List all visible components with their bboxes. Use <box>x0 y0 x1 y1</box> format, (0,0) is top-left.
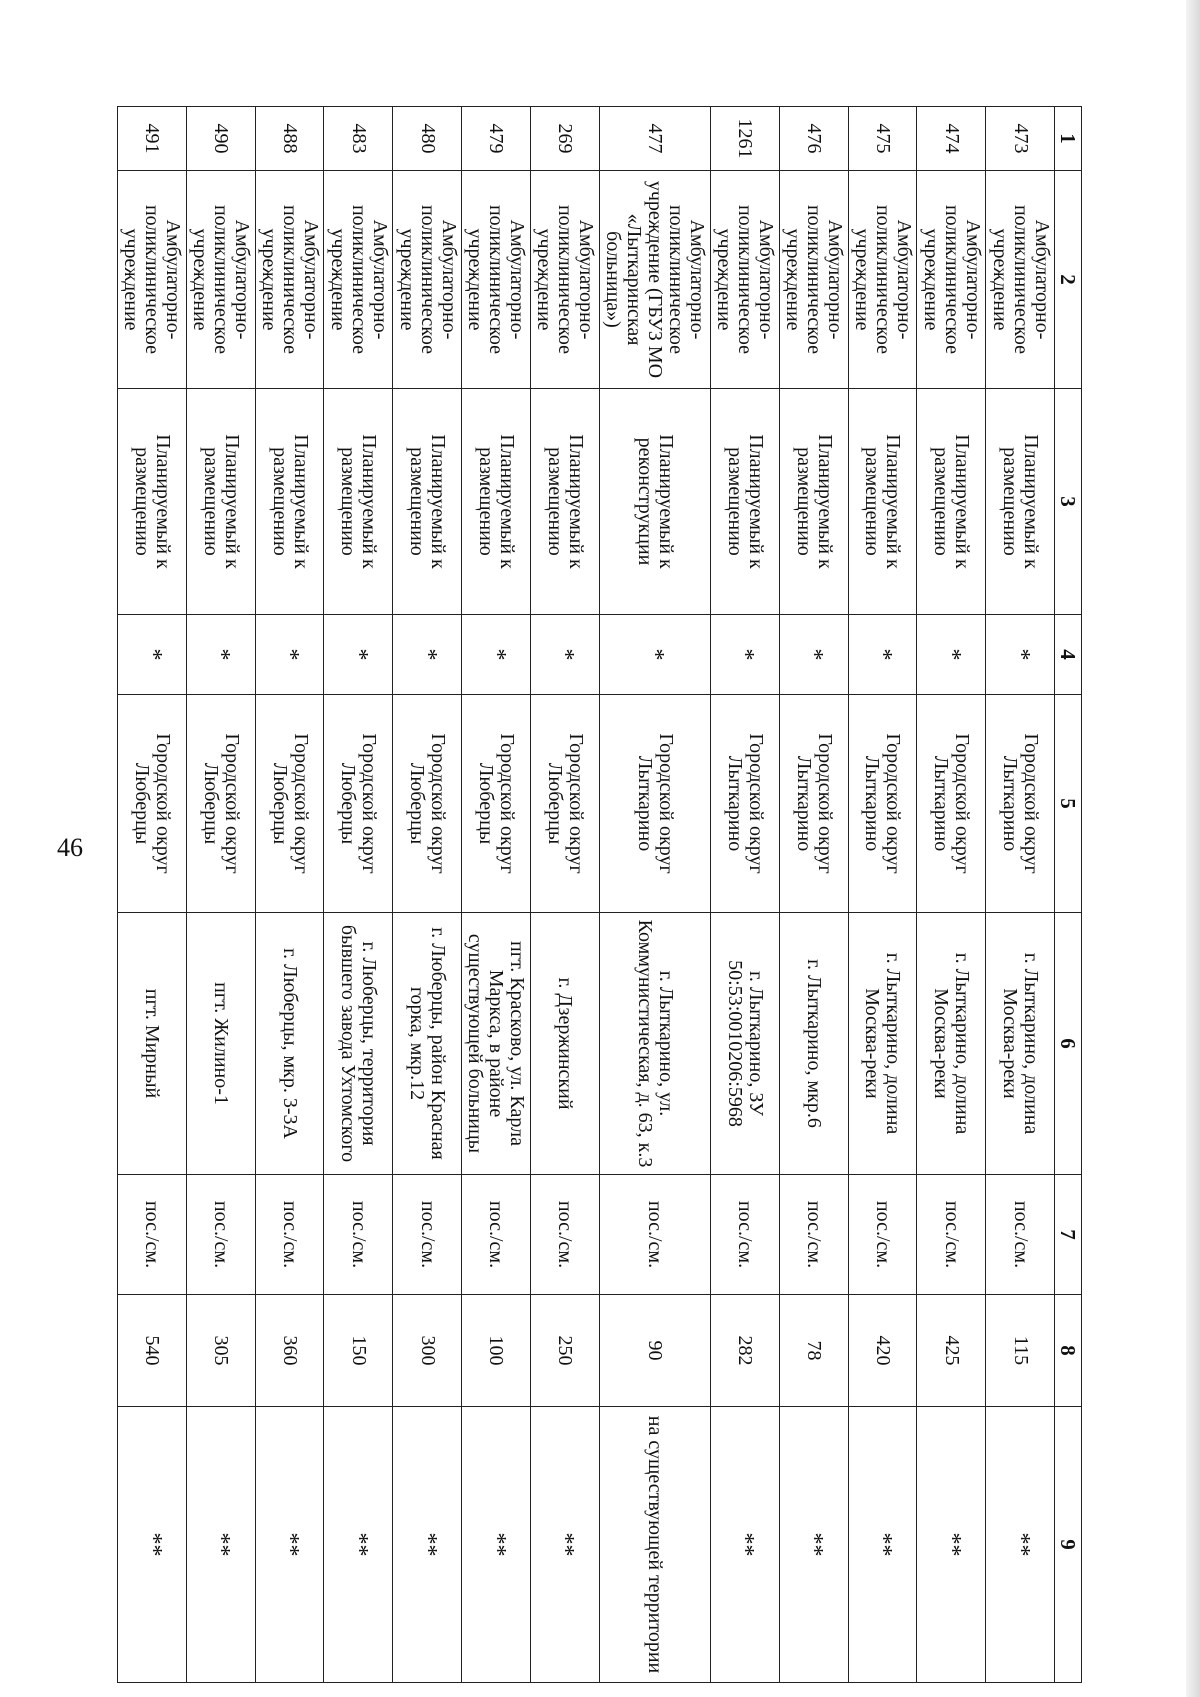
table-row <box>530 107 599 1683</box>
cell-district: Городской округ Люберцы <box>393 695 462 913</box>
cell-unit: пос./см. <box>530 1175 599 1295</box>
cell-type: Амбулаторно-поликлиническое учреждение <box>986 171 1055 389</box>
cell-type: Амбулаторно-поликлиническое учреждение <box>530 171 599 389</box>
cell-col9: ** <box>324 1407 393 1683</box>
cell-status: Планируемый к размещению <box>917 389 986 615</box>
cell-type: Амбулаторно-поликлиническое учреждение <box>848 171 917 389</box>
cell-location: г. Дзержинский <box>530 913 599 1175</box>
cell-district: Городской округ Лыткарино <box>779 695 848 913</box>
cell-col9: ** <box>462 1407 531 1683</box>
cell-district: Городской округ Люберцы <box>255 695 324 913</box>
cell-status: Планируемый к размещению <box>186 389 255 615</box>
facilities-table <box>117 106 1082 1683</box>
cell-col9: ** <box>393 1407 462 1683</box>
cell-id: 483 <box>324 107 393 171</box>
column-header: 1 <box>1054 107 1081 171</box>
cell-unit: пос./см. <box>393 1175 462 1295</box>
cell-id: 477 <box>599 107 710 171</box>
cell-unit: пос./см. <box>986 1175 1055 1295</box>
cell-col4: * <box>186 615 255 695</box>
cell-unit: пос./см. <box>462 1175 531 1295</box>
cell-col9: на существующей территории <box>599 1407 710 1683</box>
cell-capacity: 540 <box>118 1295 187 1407</box>
cell-col4: * <box>710 615 779 695</box>
cell-id: 490 <box>186 107 255 171</box>
table-row <box>186 107 255 1683</box>
cell-col4: * <box>530 615 599 695</box>
table-row <box>118 107 187 1683</box>
cell-location: пгт. Красково, ул. Карла Маркса, в районе существующей больницы <box>462 913 531 1175</box>
cell-district: Городской округ Лыткарино <box>917 695 986 913</box>
cell-capacity: 90 <box>599 1295 710 1407</box>
cell-district: Городской округ Люберцы <box>530 695 599 913</box>
column-header: 6 <box>1054 913 1081 1175</box>
column-header: 9 <box>1054 1407 1081 1683</box>
cell-col4: * <box>986 615 1055 695</box>
cell-type: Амбулаторно-поликлиническое учреждение <box>255 171 324 389</box>
cell-status: Планируемый к размещению <box>530 389 599 615</box>
cell-unit: пос./см. <box>324 1175 393 1295</box>
cell-id: 475 <box>848 107 917 171</box>
cell-id: 488 <box>255 107 324 171</box>
cell-id: 269 <box>530 107 599 171</box>
rotated-table-container <box>117 106 1082 1682</box>
cell-capacity: 420 <box>848 1295 917 1407</box>
cell-unit: пос./см. <box>779 1175 848 1295</box>
cell-capacity: 360 <box>255 1295 324 1407</box>
cell-district: Городской округ Лыткарино <box>599 695 710 913</box>
cell-location: г. Люберцы, район Красная горка, мкр.12 <box>393 913 462 1175</box>
table-row <box>599 107 710 1683</box>
cell-capacity: 282 <box>710 1295 779 1407</box>
cell-col4: * <box>118 615 187 695</box>
cell-col4: * <box>393 615 462 695</box>
page-number: 46 <box>57 833 83 862</box>
cell-status: Планируемый к реконструкции <box>599 389 710 615</box>
cell-id: 480 <box>393 107 462 171</box>
cell-id: 473 <box>986 107 1055 171</box>
cell-col4: * <box>255 615 324 695</box>
column-header: 3 <box>1054 389 1081 615</box>
cell-col4: * <box>917 615 986 695</box>
cell-id: 474 <box>917 107 986 171</box>
cell-district: Городской округ Лыткарино <box>848 695 917 913</box>
cell-district: Городской округ Люберцы <box>324 695 393 913</box>
cell-location: г. Лыткарино, ул. Коммунистическая, д. 63, к.3 <box>599 913 710 1175</box>
cell-col9: ** <box>779 1407 848 1683</box>
cell-id: 491 <box>118 107 187 171</box>
cell-location: г. Лыткарино, долина Москва-реки <box>917 913 986 1175</box>
cell-capacity: 300 <box>393 1295 462 1407</box>
cell-type: Амбулаторно-поликлиническое учреждение <box>186 171 255 389</box>
header-row <box>1054 107 1081 1683</box>
cell-location: пгт. Жилино-1 <box>186 913 255 1175</box>
cell-type: Амбулаторно-поликлиническое учреждение <box>779 171 848 389</box>
cell-status: Планируемый к размещению <box>462 389 531 615</box>
cell-type: Амбулаторно-поликлиническое учреждение <box>917 171 986 389</box>
cell-unit: пос./см. <box>255 1175 324 1295</box>
table-row <box>324 107 393 1683</box>
cell-unit: пос./см. <box>118 1175 187 1295</box>
table-row <box>393 107 462 1683</box>
table-row <box>255 107 324 1683</box>
scan-edge <box>1186 0 1200 1697</box>
cell-col9: ** <box>710 1407 779 1683</box>
cell-district: Городской округ Люберцы <box>186 695 255 913</box>
cell-location: г. Люберцы, мкр. 3-3А <box>255 913 324 1175</box>
cell-unit: пос./см. <box>710 1175 779 1295</box>
cell-col9: ** <box>186 1407 255 1683</box>
cell-col4: * <box>462 615 531 695</box>
cell-district: Городской округ Лыткарино <box>986 695 1055 913</box>
cell-type: Амбулаторно-поликлиническое учреждение <box>324 171 393 389</box>
cell-type: Амбулаторно-поликлиническое учреждение <box>118 171 187 389</box>
column-header: 7 <box>1054 1175 1081 1295</box>
cell-type: Амбулаторно-поликлиническое учреждение <box>462 171 531 389</box>
cell-location: г. Лыткарино, долина Москва-реки <box>848 913 917 1175</box>
cell-col9: ** <box>917 1407 986 1683</box>
cell-location: г. Люберцы, территория бывшего завода Ухтомского <box>324 913 393 1175</box>
cell-capacity: 100 <box>462 1295 531 1407</box>
cell-capacity: 78 <box>779 1295 848 1407</box>
table-row <box>848 107 917 1683</box>
cell-id: 479 <box>462 107 531 171</box>
cell-status: Планируемый к размещению <box>393 389 462 615</box>
cell-capacity: 115 <box>986 1295 1055 1407</box>
cell-status: Планируемый к размещению <box>986 389 1055 615</box>
column-header: 8 <box>1054 1295 1081 1407</box>
cell-district: Городской округ Люберцы <box>118 695 187 913</box>
column-header: 2 <box>1054 171 1081 389</box>
cell-location: г. Лыткарино, мкр.6 <box>779 913 848 1175</box>
cell-col4: * <box>848 615 917 695</box>
cell-unit: пос./см. <box>599 1175 710 1295</box>
cell-district: Городской округ Лыткарино <box>710 695 779 913</box>
cell-col9: ** <box>255 1407 324 1683</box>
cell-col9: ** <box>848 1407 917 1683</box>
cell-col4: * <box>779 615 848 695</box>
table-row <box>462 107 531 1683</box>
cell-id: 1261 <box>710 107 779 171</box>
cell-unit: пос./см. <box>848 1175 917 1295</box>
cell-capacity: 425 <box>917 1295 986 1407</box>
cell-status: Планируемый к размещению <box>255 389 324 615</box>
table-row <box>779 107 848 1683</box>
cell-capacity: 250 <box>530 1295 599 1407</box>
table-row <box>710 107 779 1683</box>
cell-status: Планируемый к размещению <box>848 389 917 615</box>
cell-type: Амбулаторно-поликлиническое учреждение <box>393 171 462 389</box>
column-header: 5 <box>1054 695 1081 913</box>
cell-type: Амбулаторно-поликлиническое учреждение (ГБУЗ МО «Лыткаринская больница») <box>599 171 710 389</box>
cell-status: Планируемый к размещению <box>779 389 848 615</box>
cell-capacity: 305 <box>186 1295 255 1407</box>
cell-status: Планируемый к размещению <box>118 389 187 615</box>
cell-district: Городской округ Люберцы <box>462 695 531 913</box>
table-row <box>917 107 986 1683</box>
table-row <box>986 107 1055 1683</box>
column-header: 4 <box>1054 615 1081 695</box>
cell-col9: ** <box>986 1407 1055 1683</box>
cell-location: г. Лыткарино, ЗУ 50:53:0010206:5968 <box>710 913 779 1175</box>
cell-location: г. Лыткарино, долина Москва-реки <box>986 913 1055 1175</box>
cell-unit: пос./см. <box>917 1175 986 1295</box>
cell-col9: ** <box>118 1407 187 1683</box>
cell-unit: пос./см. <box>186 1175 255 1295</box>
cell-status: Планируемый к размещению <box>710 389 779 615</box>
cell-location: пгт. Мирный <box>118 913 187 1175</box>
cell-col9: ** <box>530 1407 599 1683</box>
cell-col4: * <box>324 615 393 695</box>
cell-col4: * <box>599 615 710 695</box>
cell-capacity: 150 <box>324 1295 393 1407</box>
cell-status: Планируемый к размещению <box>324 389 393 615</box>
cell-id: 476 <box>779 107 848 171</box>
cell-type: Амбулаторно-поликлиническое учреждение <box>710 171 779 389</box>
